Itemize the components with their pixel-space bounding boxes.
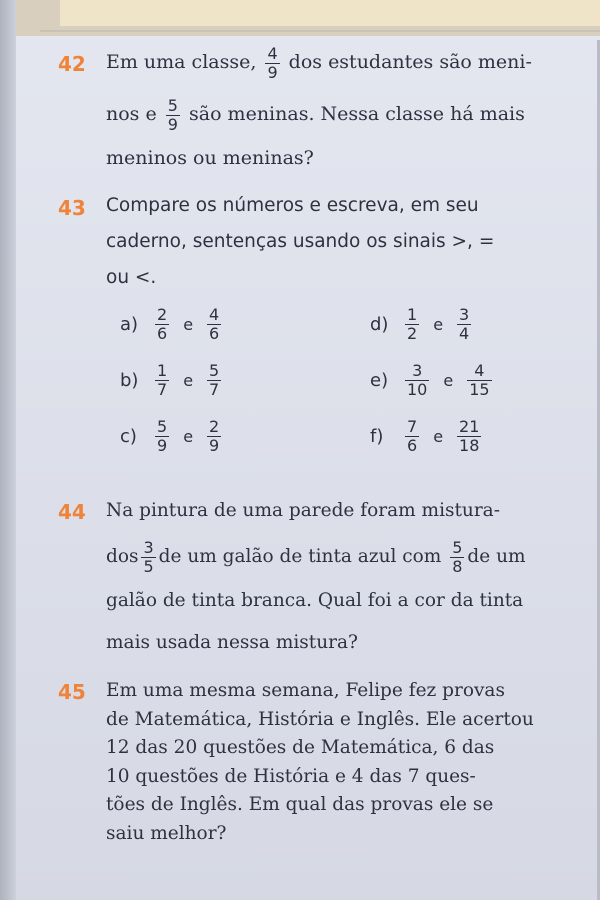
text-fragment: dos estudantes são meni- <box>288 51 532 73</box>
question-44 <box>60 500 570 664</box>
denominator: 4 <box>459 324 470 343</box>
text-line: 12 das 20 questões de Matemática, 6 das <box>106 737 495 758</box>
text-fragment: dos <box>106 546 139 567</box>
text-fragment: de um galão de tinta azul com <box>158 546 442 567</box>
denominator: 6 <box>157 324 168 343</box>
connector: e <box>433 427 444 446</box>
item-label: f) <box>370 426 384 447</box>
numerator: 4 <box>267 43 278 63</box>
numerator: 4 <box>474 361 485 380</box>
denominator: 6 <box>209 324 220 343</box>
text-line: Em uma mesma semana, Felipe fez provas <box>106 680 505 701</box>
text-line: ou <. <box>106 267 157 288</box>
fraction <box>207 306 221 343</box>
denominator: 6 <box>407 436 418 455</box>
text-fragment: são meninas. Nessa classe há mais <box>189 103 525 125</box>
fraction <box>207 362 221 399</box>
item-a <box>120 306 224 343</box>
numerator: 2 <box>209 417 220 436</box>
numerator: 2 <box>157 305 168 324</box>
question-text <box>106 188 570 296</box>
numerator: 7 <box>407 417 418 436</box>
connector: e <box>183 371 194 390</box>
numerator: 4 <box>209 305 220 324</box>
numerator: 5 <box>167 95 178 115</box>
fraction <box>141 539 155 576</box>
text-line: tões de Inglês. Em qual das provas ele se <box>106 794 494 815</box>
numerator: 1 <box>157 361 168 380</box>
header-strip <box>60 0 600 26</box>
denominator: 15 <box>469 380 490 399</box>
denominator: 2 <box>407 324 418 343</box>
page-spine-shadow <box>0 0 16 900</box>
item-label: a) <box>120 314 139 335</box>
fraction <box>155 306 169 343</box>
comparison-items <box>120 306 560 466</box>
text-fragment: de um <box>467 546 526 567</box>
denominator: 18 <box>459 436 480 455</box>
connector: e <box>183 427 194 446</box>
numerator: 5 <box>452 537 463 557</box>
question-number: 42 <box>58 52 86 76</box>
item-label: b) <box>120 370 139 391</box>
item-label: c) <box>120 426 137 447</box>
question-number: 45 <box>58 680 86 704</box>
text-line: caderno, sentenças usando os sinais >, = <box>106 231 495 252</box>
fraction <box>405 306 419 343</box>
denominator: 10 <box>407 380 428 399</box>
denominator: 9 <box>167 114 178 134</box>
numerator: 5 <box>157 417 168 436</box>
denominator: 9 <box>157 436 168 455</box>
text-line <box>106 536 570 578</box>
item-label: e) <box>370 370 389 391</box>
item-c <box>120 418 224 455</box>
page-header-band <box>0 0 600 36</box>
question-number: 43 <box>58 196 86 220</box>
numerator: 3 <box>143 537 154 557</box>
text-fragment: nos e <box>106 103 157 125</box>
question-number: 44 <box>58 500 86 524</box>
denominator: 9 <box>209 436 220 455</box>
fraction <box>467 362 491 399</box>
text-line: de Matemática, História e Inglês. Ele acertou <box>106 708 534 730</box>
fraction <box>155 418 169 455</box>
connector: e <box>433 315 444 334</box>
denominator: 5 <box>143 556 154 576</box>
question-42 <box>58 43 570 180</box>
text-line: meninos ou meninas? <box>106 147 314 169</box>
text-line <box>106 92 570 136</box>
denominator: 8 <box>452 556 463 576</box>
text-line <box>106 40 570 84</box>
question-45 <box>60 680 570 848</box>
connector: e <box>183 315 194 334</box>
text-line: Na pintura de uma parede foram mistura- <box>106 500 500 521</box>
question-text <box>106 40 570 180</box>
fraction <box>265 45 279 82</box>
numerator: 1 <box>407 305 418 324</box>
item-e <box>370 362 495 399</box>
fraction <box>457 418 481 455</box>
text-line: galão de tinta branca. Qual foi a cor da tinta <box>106 590 524 611</box>
fraction <box>405 418 419 455</box>
fraction <box>405 362 429 399</box>
denominator: 9 <box>267 62 278 82</box>
header-divider <box>40 30 600 32</box>
fraction <box>457 306 471 343</box>
question-43 <box>60 196 570 296</box>
question-text <box>106 677 570 848</box>
question-text <box>106 490 570 664</box>
numerator: 5 <box>209 361 220 380</box>
connector: e <box>443 371 454 390</box>
item-d <box>370 306 474 343</box>
denominator: 7 <box>209 380 220 399</box>
text-line: 10 questões de História e 4 das 7 ques- <box>106 765 476 787</box>
text-line: Compare os números e escreva, em seu <box>106 195 479 216</box>
numerator: 3 <box>459 305 470 324</box>
fraction <box>450 539 464 576</box>
denominator: 7 <box>157 380 168 399</box>
item-f <box>370 418 484 455</box>
fraction <box>207 418 221 455</box>
text-line: mais usada nessa mistura? <box>106 632 358 653</box>
fraction <box>166 97 180 134</box>
item-b <box>120 362 224 399</box>
fraction <box>155 362 169 399</box>
text-line: saiu melhor? <box>106 822 227 844</box>
numerator: 3 <box>412 361 423 380</box>
text-fragment: Em uma classe, <box>106 51 257 73</box>
numerator: 21 <box>459 417 480 436</box>
item-label: d) <box>370 314 389 335</box>
